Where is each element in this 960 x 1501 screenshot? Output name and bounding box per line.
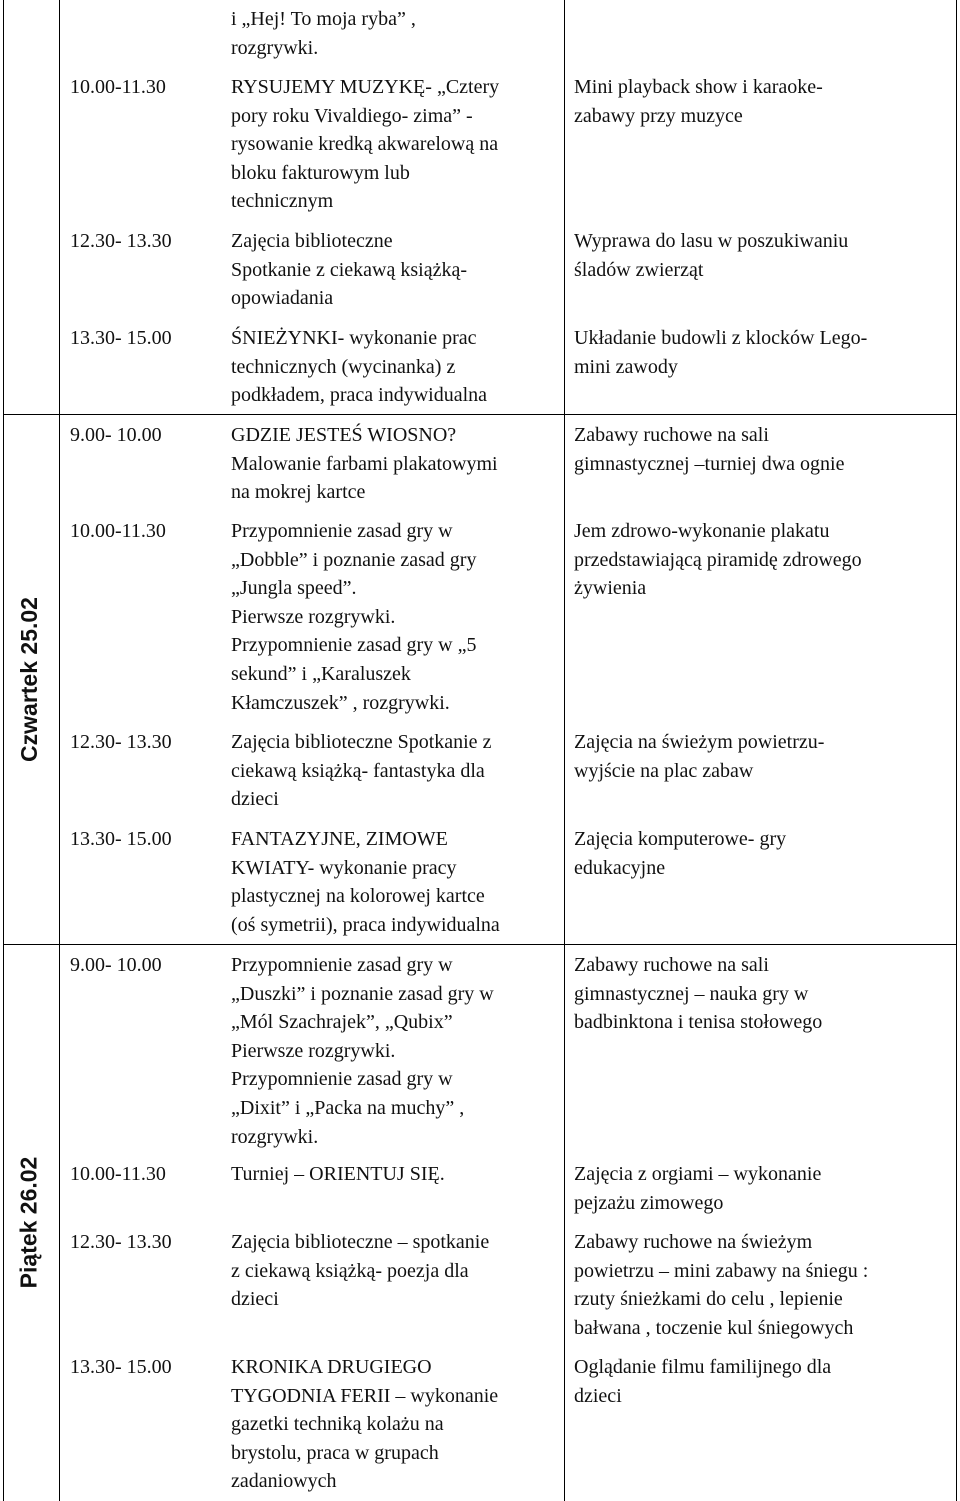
time-cell: 12.30- 13.30: [70, 1231, 172, 1253]
activity-cell: GDZIE JESTEŚ WIOSNO? Malowanie farbami plakatowymi na mokrej kartce: [231, 424, 498, 504]
time-cell: 13.30- 15.00: [70, 828, 172, 850]
column-divider-day: [59, 0, 60, 1501]
extra-activity-cell: Jem zdrowo-wykonanie plakatu przedstawiającą piramidę zdrowego żywienia: [574, 520, 862, 600]
extra-activity-cell: Zabawy ruchowe na sali gimnastycznej –turniej dwa ognie: [574, 424, 845, 475]
day-label-thursday: [0, 414, 58, 944]
section-divider: [3, 414, 957, 415]
extra-activity-cell: Zajęcia z orgiami – wykonanie pejzażu zimowego: [574, 1163, 822, 1214]
activity-cell: ŚNIEŻYNKI- wykonanie prac technicznych (wycinanka) z podkładem, praca indywidualna: [231, 327, 488, 407]
extra-activity-cell: Oglądanie filmu familijnego dla dzieci: [574, 1356, 832, 1407]
activity-cell: Zajęcia biblioteczne Spotkanie z ciekawą książką- fantastyka dla dzieci: [231, 731, 492, 811]
extra-activity-cell: Układanie budowli z klocków Lego- mini zawody: [574, 327, 868, 378]
activity-cell: Zajęcia biblioteczne – spotkanie z ciekawą książką- poezja dla dzieci: [231, 1231, 490, 1311]
time-cell: 12.30- 13.30: [70, 731, 172, 753]
day-label-text: Czwartek 25.02: [15, 596, 42, 762]
activity-cell: Zajęcia biblioteczne Spotkanie z ciekawą książką- opowiadania: [231, 230, 468, 310]
day-label-text: Piątek 26.02: [15, 1156, 42, 1289]
activity-cell: Przypomnienie zasad gry w „Dobble” i poznanie zasad gry „Jungla speed”. Pierwsze rozgrywki. Przypomnienie zasad gry w „5 sekund” i „Karaluszek Kłamczuszek” , rozgrywki.: [231, 520, 477, 714]
extra-activity-cell: Zabawy ruchowe na sali gimnastycznej – nauka gry w badbinktona i tenisa stołowego: [574, 954, 823, 1034]
activity-cell: Turniej – ORIENTUJ SIĘ.: [231, 1163, 445, 1185]
time-cell: 10.00-11.30: [70, 520, 166, 542]
extra-activity-cell: Zajęcia na świeżym powietrzu- wyjście na plac zabaw: [574, 731, 825, 782]
section-divider: [3, 944, 957, 945]
activity-cell: i „Hej! To moja ryba” , rozgrywki.: [231, 8, 416, 59]
time-cell: 13.30- 15.00: [70, 327, 172, 349]
time-cell: 10.00-11.30: [70, 1163, 166, 1185]
time-cell: 10.00-11.30: [70, 76, 166, 98]
extra-activity-cell: Wyprawa do lasu w poszukiwaniu śladów zwierząt: [574, 230, 849, 281]
time-cell: 12.30- 13.30: [70, 230, 172, 252]
day-label-friday: [0, 944, 58, 1501]
activity-cell: Przypomnienie zasad gry w „Duszki” i poznanie zasad gry w „Mól Szachrajek”, „Qubix” Pierwsze rozgrywki. Przypomnienie zasad gry w „Dixit” i „Packa na muchy” , rozgrywki.: [231, 954, 494, 1148]
activity-cell: FANTAZYJNE, ZIMOWE KWIATY- wykonanie pracy plastycznej na kolorowej kartce (oś symetrii), praca indywidualna: [231, 828, 500, 936]
table-border-right: [956, 0, 957, 1501]
time-cell: 9.00- 10.00: [70, 954, 162, 976]
extra-activity-cell: Zabawy ruchowe na świeżym powietrzu – mini zabawy na śniegu : rzuty śnieżkami do celu , lepienie bałwana , toczenie kul śniegowych: [574, 1231, 869, 1339]
time-cell: 9.00- 10.00: [70, 424, 162, 446]
activity-cell: KRONIKA DRUGIEGO TYGODNIA FERII – wykonanie gazetki techniką kolażu na brystolu, praca w grupach zadaniowych: [231, 1356, 499, 1493]
activity-cell: RYSUJEMY MUZYKĘ- „Cztery pory roku Vivaldiego- zima” - rysowanie kredką akwarelową na bloku fakturowym lub technicznym: [231, 76, 500, 213]
extra-activity-cell: Mini playback show i karaoke- zabawy przy muzyce: [574, 76, 823, 127]
extra-activity-cell: Zajęcia komputerowe- gry edukacyjne: [574, 828, 787, 879]
time-cell: 13.30- 15.00: [70, 1356, 172, 1378]
